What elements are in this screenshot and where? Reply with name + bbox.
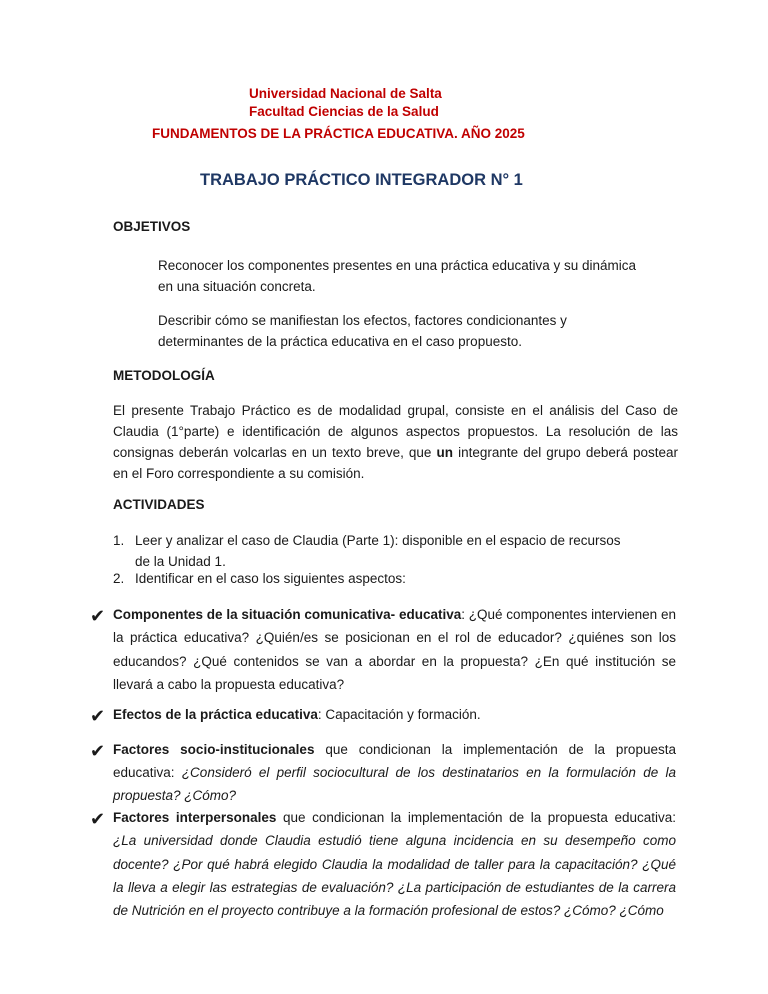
check-icon: ✔ (90, 741, 106, 761)
check-icon: ✔ (90, 706, 106, 726)
page-title: TRABAJO PRÁCTICO INTEGRADOR N° 1 (200, 171, 523, 189)
check-item: Factores interpersonales que condicionan la implementación de la propuesta educativa: ¿La universidad donde Claudia estudió tiene alguna incidencia en su desempeño como docente? ¿Por qué habrá elegido Claudia la modalidad de taller para la capacitación? ¿Qué la lleva a elegir las estrategias de evaluación? ¿La participación de estudiantes de la carrera de Nutrición en el proyecto contribuye a la formación profesional de estos? ¿Cómo? ¿Cómo (113, 810, 676, 919)
objetivos-heading: OBJETIVOS (113, 219, 191, 234)
check-icon: ✔ (90, 809, 106, 829)
actividades-heading: ACTIVIDADES (113, 497, 205, 512)
list-item: 1. Leer y analizar el caso de Claudia (Parte 1): disponible en el espacio de recursos de la Unidad 1. (113, 533, 621, 569)
metodologia-heading: METODOLOGÍA (113, 368, 215, 383)
objetivo-item: Reconocer los componentes presentes en una práctica educativa y su dinámica en una situación concreta. (158, 258, 637, 294)
faculty-name: Facultad Ciencias de la Salud (249, 104, 439, 119)
metodologia-paragraph: El presente Trabajo Práctico es de modalidad grupal, consiste en el análisis del Caso de Claudia (1°parte) e identificación de algunos aspectos propuestos. La resolución de las consignas deberán volcarlas en un texto breve, que un integrante del grupo deberá postear en el Foro correspondiente a su comisión. (113, 403, 679, 481)
check-item: Factores socio-institucionales que condicionan la implementación de la propuesta educativa: ¿Consideró el perfil sociocultural de los destinatarios en la formulación de la propuesta? ¿Cómo? (113, 742, 676, 803)
check-item: Componentes de la situación comunicativa- educativa: ¿Qué componentes intervienen en la práctica educativa? ¿Quién/es se posicionan en el rol de educador? ¿quiénes son los educandos? ¿Qué contenidos se van a abordar en la propuesta? ¿En qué institución se llevará a cabo la propuesta educativa? (113, 607, 676, 692)
check-icon: ✔ (90, 606, 106, 626)
list-item: 2. Identificar en el caso los siguientes aspectos: (113, 571, 406, 586)
objetivo-item: Describir cómo se manifiestan los efectos, factores condicionantes y determinantes de la práctica educativa en el caso propuesto. (158, 313, 567, 349)
check-item: Efectos de la práctica educativa: Capacitación y formación. (113, 707, 481, 722)
university-name: Universidad Nacional de Salta (249, 86, 442, 101)
course-name: FUNDAMENTOS DE LA PRÁCTICA EDUCATIVA. AÑO 2025 (152, 126, 525, 141)
